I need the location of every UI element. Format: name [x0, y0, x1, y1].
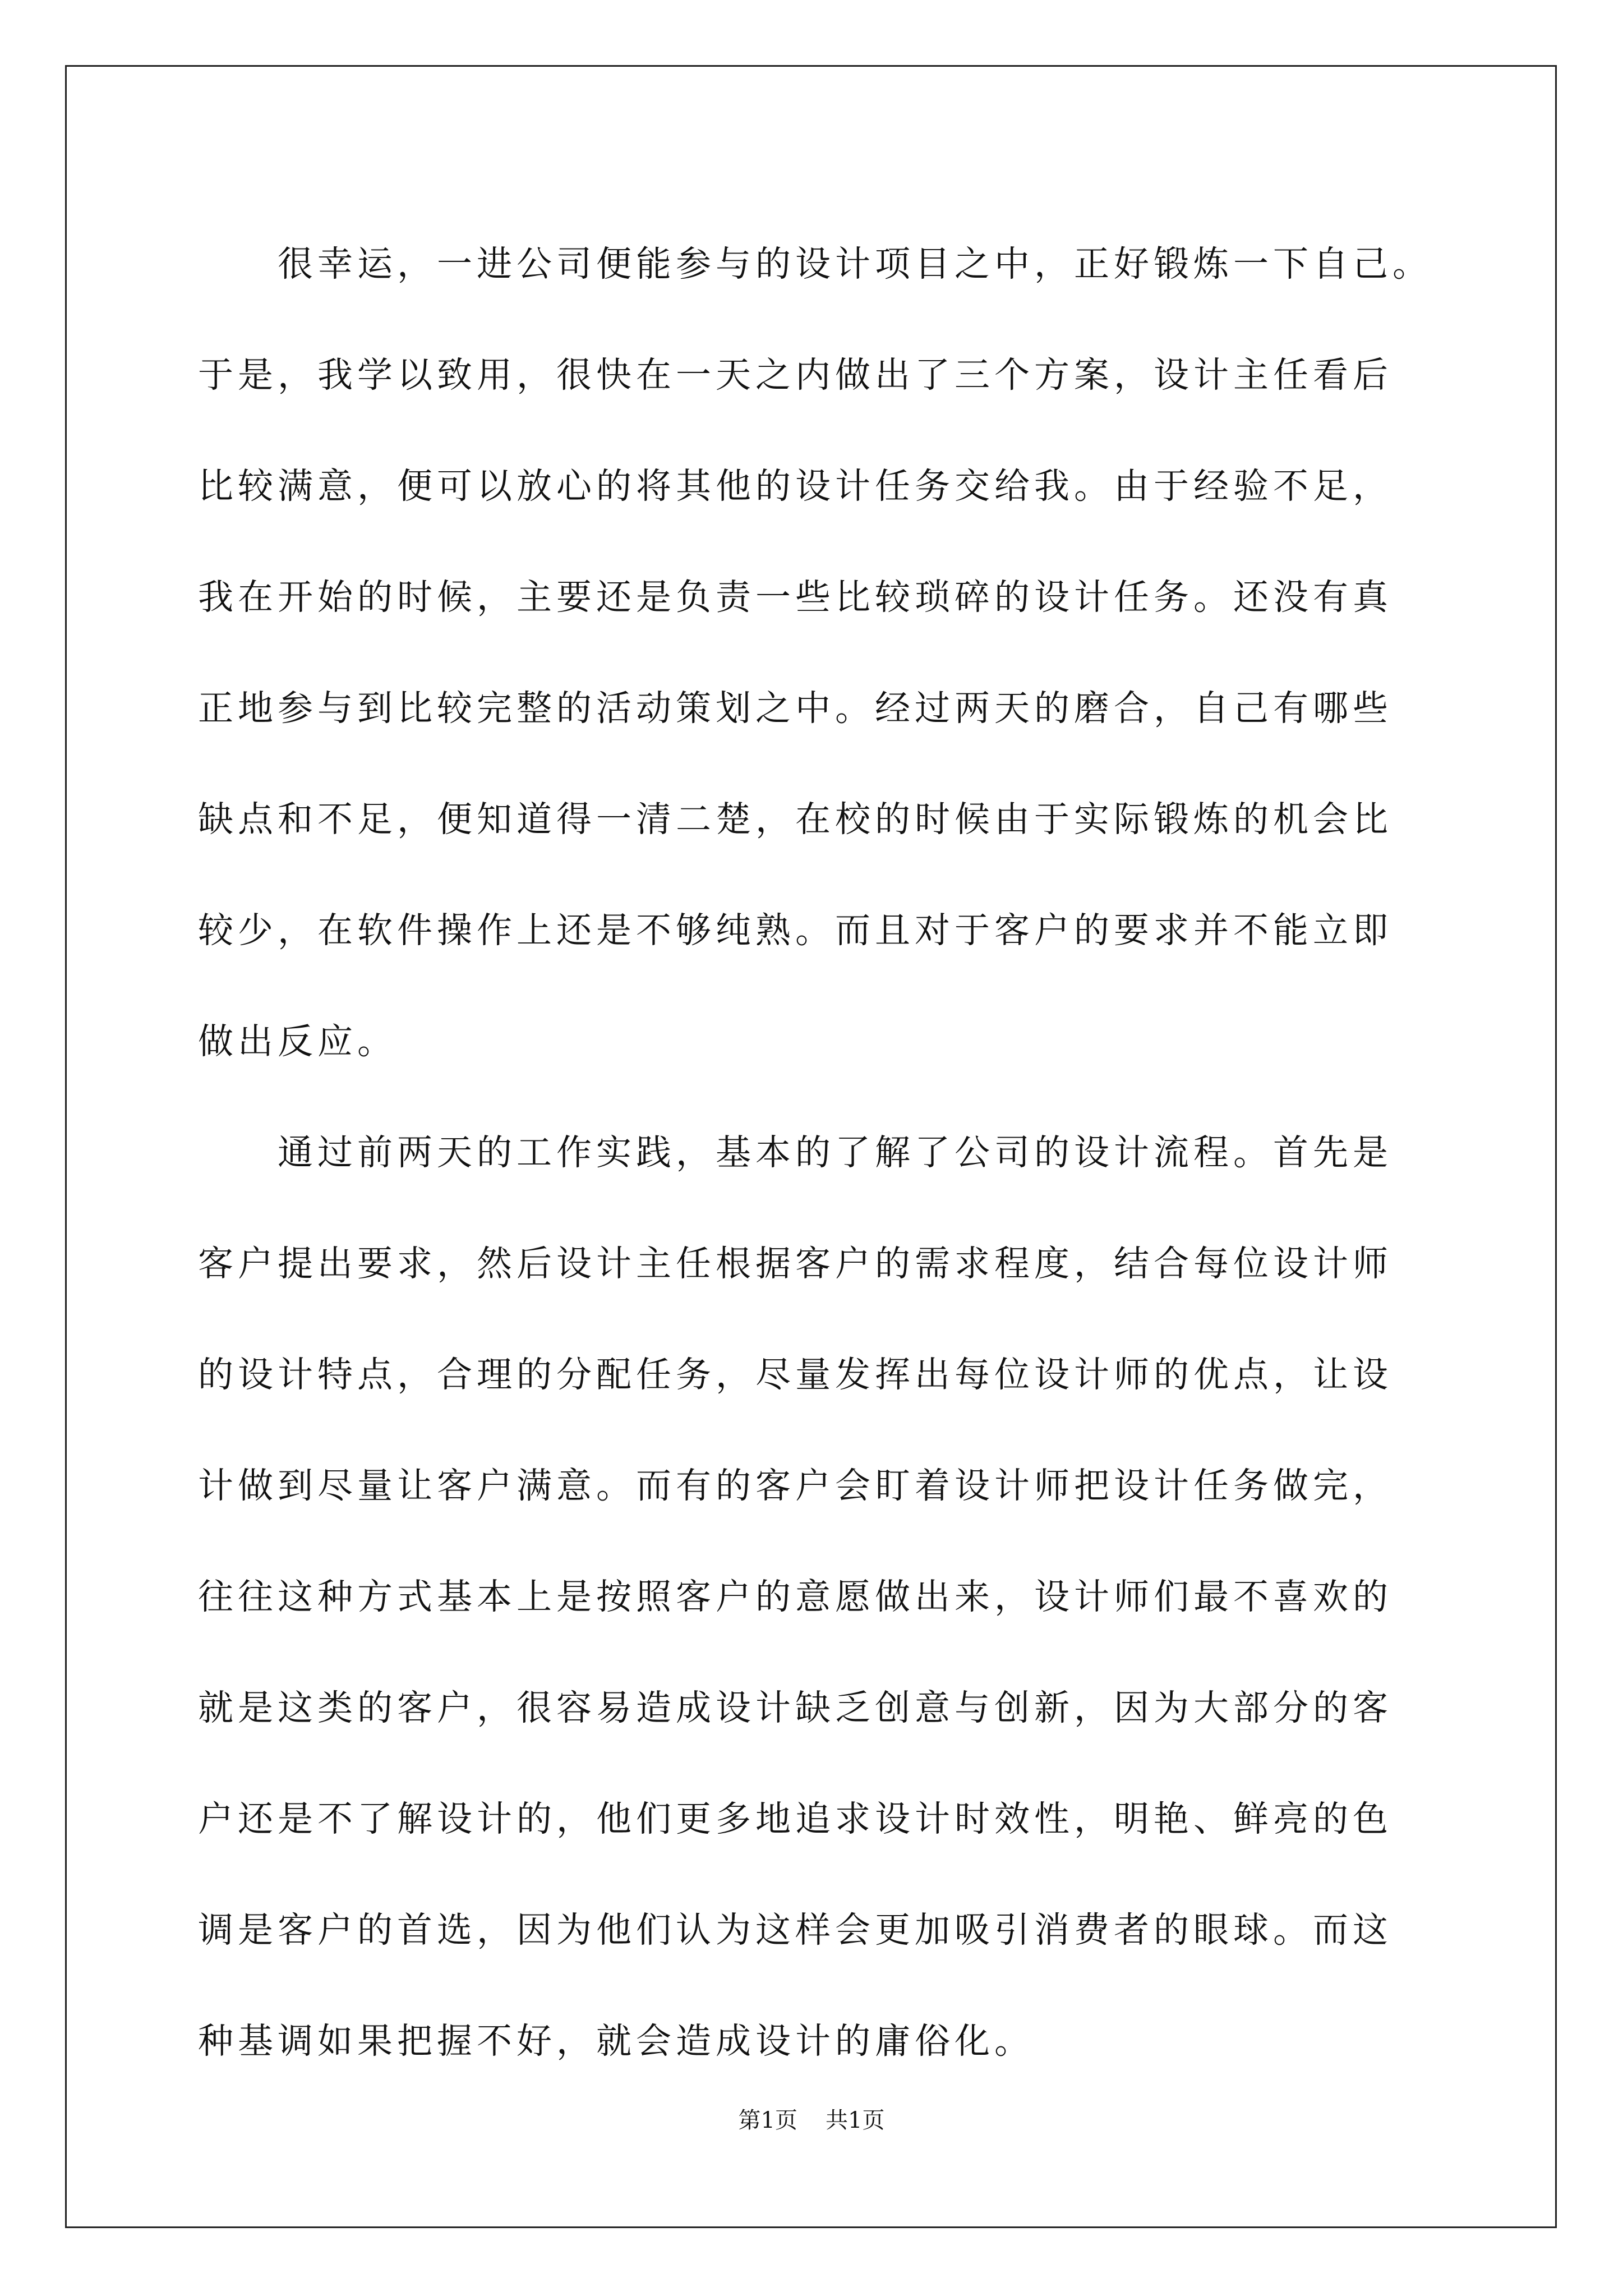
text-line: 户还是不了解设计的，他们更多地追求设计时效性，明艳、鲜亮的色 [198, 1798, 1393, 1839]
text-line: 做出反应。 [198, 1021, 397, 1062]
text-line: 很幸运，一进公司便能参与的设计项目之中，正好锻炼一下自己。 [278, 243, 1432, 284]
text-line: 的设计特点，合理的分配任务，尽量发挥出每位设计师的优点，让设 [198, 1354, 1393, 1395]
text-line: 缺点和不足，便知道得一清二楚，在校的时候由于实际锻炼的机会比 [198, 799, 1393, 840]
text-line: 调是客户的首选，因为他们认为这样会更加吸引消费者的眼球。而这 [198, 1910, 1393, 1950]
page-number-total: 共1页 [826, 2108, 885, 2133]
text-line: 计做到尽量让客户满意。而有的客户会盯着设计师把设计任务做完， [198, 1465, 1393, 1506]
text-line: 种基调如果把握不好，就会造成设计的庸俗化。 [198, 2021, 1034, 2062]
text-line: 正地参与到比较完整的活动策划之中。经过两天的磨合，自己有哪些 [198, 688, 1393, 729]
text-line: 客户提出要求，然后设计主任根据客户的需求程度，结合每位设计师 [198, 1243, 1393, 1284]
document-body [198, 209, 1432, 2097]
text-line: 较少，在软件操作上还是不够纯熟。而且对于客户的要求并不能立即 [198, 910, 1393, 951]
text-line: 比较满意，便可以放心的将其他的设计任务交给我。由于经验不足， [198, 466, 1393, 507]
text-line: 往往这种方式基本上是按照客户的意愿做出来，设计师们最不喜欢的 [198, 1576, 1393, 1617]
text-line: 就是这类的客户，很容易造成设计缺乏创意与创新，因为大部分的客 [198, 1687, 1393, 1728]
paragraph-1 [198, 209, 1432, 1097]
text-line: 我在开始的时候，主要还是负责一些比较琐碎的设计任务。还没有真 [198, 577, 1393, 618]
page-number-current: 第1页 [738, 2108, 797, 2133]
text-line: 于是，我学以致用，很快在一天之内做出了三个方案，设计主任看后 [198, 355, 1393, 395]
text-line: 通过前两天的工作实践，基本的了解了公司的设计流程。首先是 [278, 1132, 1393, 1173]
page-footer [0, 2104, 1623, 2137]
paragraph-2 [198, 1097, 1432, 2097]
